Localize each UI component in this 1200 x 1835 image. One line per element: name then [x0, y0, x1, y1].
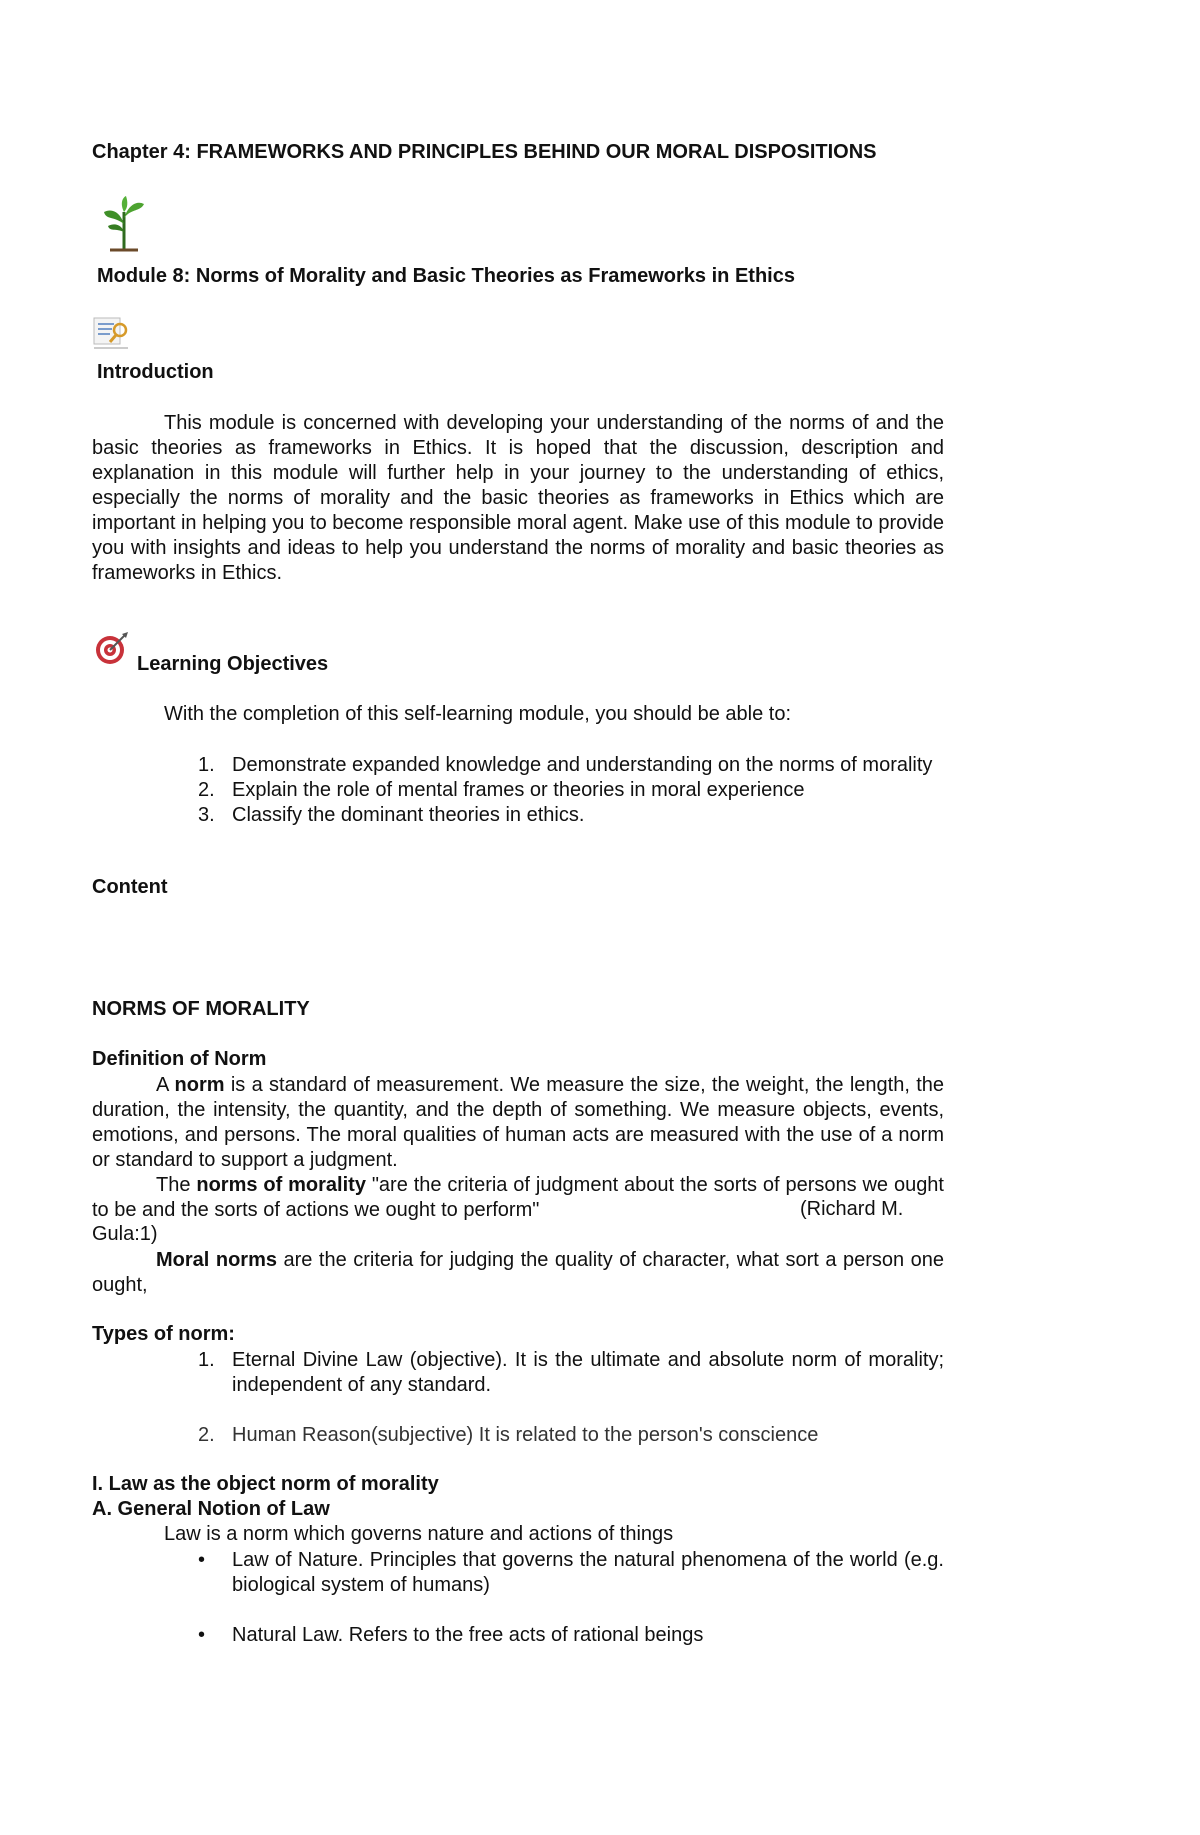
objectives-lead: With the completion of this self-learning module, you should be able to: [164, 703, 792, 725]
law-bullets [198, 1548, 944, 1648]
list-item [198, 1548, 944, 1598]
norms-of-morality-term: norms of morality [196, 1174, 366, 1196]
norms-heading: NORMS OF MORALITY [92, 998, 310, 1020]
norm-term: norm [174, 1074, 225, 1096]
list-item [198, 1623, 944, 1648]
norm-lead: A [156, 1074, 175, 1096]
list-number: 1. [198, 1349, 215, 1371]
bullet-icon: • [198, 1549, 206, 1571]
norms-lead: The [156, 1174, 197, 1196]
list-number: 2. [198, 1424, 215, 1446]
chapter-title: Chapter 4: FRAMEWORKS AND PRINCIPLES BEHIND OUR MORAL DISPOSITIONS [92, 141, 877, 163]
bullet-icon: • [198, 1624, 206, 1646]
list-text: Law of Nature. Principles that governs the natural phenomena of the world (e.g. biological system of humans) [232, 1549, 944, 1596]
norm-definition-paragraph [92, 1073, 944, 1173]
citation-continued: Gula:1) [92, 1223, 158, 1245]
list-item [198, 1423, 944, 1448]
list-text: Natural Law. Refers to the free acts of rational beings [232, 1624, 704, 1646]
list-text: Demonstrate expanded knowledge and understanding on the norms of morality [232, 754, 933, 776]
moral-norms-definition: are the criteria for judging the quality of character, what sort a person one ought, [92, 1249, 945, 1296]
list-item [198, 1348, 944, 1398]
list-item [198, 753, 944, 778]
law-lead: Law is a norm which governs nature and actions of things [164, 1523, 674, 1545]
list-item [198, 803, 944, 828]
list-number: 2. [198, 779, 215, 801]
list-text: Human Reason(subjective) It is related to the person's conscience [232, 1424, 819, 1446]
law-subheading: A. General Notion of Law [92, 1498, 330, 1520]
list-text: Eternal Divine Law (objective). It is the ultimate and absolute norm of morality; independent of any standard. [232, 1349, 944, 1396]
plant-icon [100, 194, 148, 252]
moral-norms-paragraph [92, 1248, 944, 1298]
learning-objectives-heading: Learning Objectives [137, 653, 329, 675]
list-text: Explain the role of mental frames or theories in moral experience [232, 779, 805, 801]
content-heading: Content [92, 876, 168, 898]
citation-part: (Richard M. [800, 1198, 904, 1220]
module-title: Module 8: Norms of Morality and Basic Theories as Frameworks in Ethics [97, 265, 795, 287]
introduction-heading: Introduction [97, 361, 214, 383]
list-text: Classify the dominant theories in ethics. [232, 804, 585, 826]
types-heading: Types of norm: [92, 1323, 235, 1345]
introduction-paragraph: This module is concerned with developing your understanding of the norms of and the basic theories as frameworks in Ethics. It is hoped that the discussion, description and explanation in this module will further help in your journey to the understanding of ethics, especially the norms of morality and the basic theories as frameworks in Ethics which are important in helping you to become responsible moral agent. Make use of this module to provide you with insights and ideas to help you understand the norms of morality and basic theories as frameworks in Ethics. [92, 412, 944, 584]
list-number: 1. [198, 754, 215, 776]
list-number: 3. [198, 804, 215, 826]
objectives-list [198, 753, 944, 828]
list-item [198, 778, 944, 803]
norm-definition: is a standard of measurement. We measure the size, the weight, the length, the duration, the intensity, the quantity, and the depth of something. We measure objects, events, emotions, and persons. The moral qualities of human acts are measured with the use of a norm or standard to support a judgment. [92, 1074, 944, 1171]
citation-line [800, 1198, 944, 1221]
definition-heading: Definition of Norm [92, 1048, 267, 1070]
norms-quote: "are the criteria of judgment about the sorts of persons we ought to be and the sorts of actions we ought to perform" [92, 1174, 944, 1221]
target-icon [94, 630, 130, 666]
types-list [198, 1348, 944, 1448]
law-heading: I. Law as the object norm of morality [92, 1473, 439, 1495]
notes-magnifier-icon [92, 316, 132, 350]
moral-norms-term: Moral norms [156, 1249, 277, 1271]
